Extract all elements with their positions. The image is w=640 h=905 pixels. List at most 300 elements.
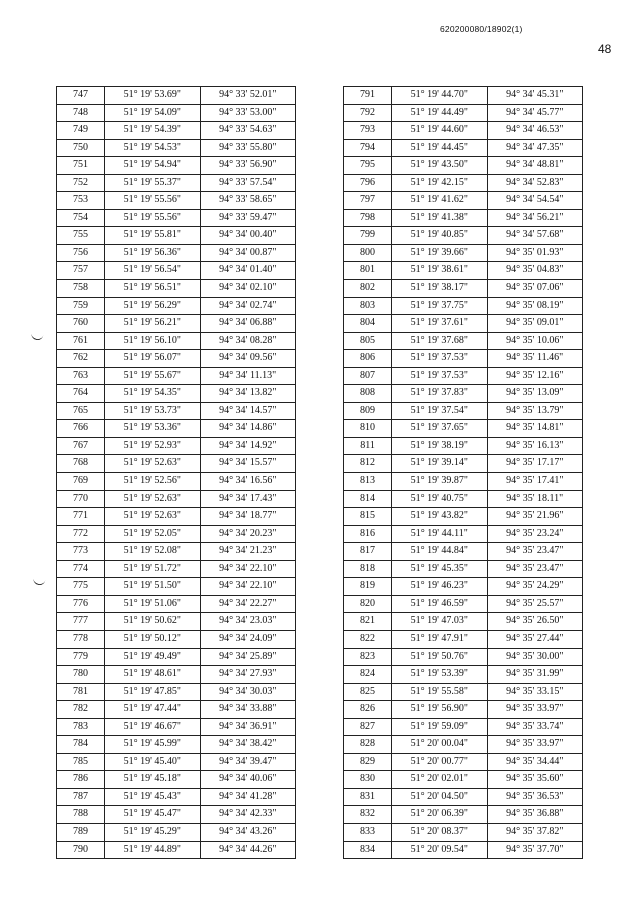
latitude-cell: 51° 19' 53.36" xyxy=(105,420,200,438)
table-row xyxy=(57,648,296,666)
point-number-cell: 790 xyxy=(57,841,105,859)
table-row xyxy=(344,315,583,333)
point-number-cell: 826 xyxy=(344,701,392,719)
table-row xyxy=(57,157,296,175)
longitude-cell: 94° 34' 14.86" xyxy=(200,420,295,438)
longitude-cell: 94° 34' 16.56" xyxy=(200,473,295,491)
table-row xyxy=(344,508,583,526)
longitude-cell: 94° 34' 01.40" xyxy=(200,262,295,280)
table-row xyxy=(344,771,583,789)
longitude-cell: 94° 34' 02.10" xyxy=(200,280,295,298)
latitude-cell: 51° 19' 56.10" xyxy=(105,332,200,350)
latitude-cell: 51° 19' 42.15" xyxy=(392,174,487,192)
longitude-cell: 94° 35' 14.81" xyxy=(487,420,582,438)
table-row xyxy=(344,666,583,684)
table-row xyxy=(344,788,583,806)
table-row xyxy=(57,543,296,561)
longitude-cell: 94° 34' 17.43" xyxy=(200,490,295,508)
table-row xyxy=(344,718,583,736)
latitude-cell: 51° 19' 46.67" xyxy=(105,718,200,736)
latitude-cell: 51° 19' 56.51" xyxy=(105,280,200,298)
latitude-cell: 51° 19' 47.91" xyxy=(392,630,487,648)
table-row xyxy=(57,244,296,262)
point-number-cell: 769 xyxy=(57,473,105,491)
table-row xyxy=(344,157,583,175)
point-number-cell: 783 xyxy=(57,718,105,736)
longitude-cell: 94° 33' 53.00" xyxy=(200,104,295,122)
longitude-cell: 94° 34' 25.89" xyxy=(200,648,295,666)
longitude-cell: 94° 35' 12.16" xyxy=(487,367,582,385)
point-number-cell: 756 xyxy=(57,244,105,262)
longitude-cell: 94° 34' 08.28" xyxy=(200,332,295,350)
longitude-cell: 94° 35' 21.96" xyxy=(487,508,582,526)
longitude-cell: 94° 35' 16.13" xyxy=(487,437,582,455)
point-number-cell: 777 xyxy=(57,613,105,631)
latitude-cell: 51° 19' 37.53" xyxy=(392,367,487,385)
table-row xyxy=(57,630,296,648)
point-number-cell: 813 xyxy=(344,473,392,491)
longitude-cell: 94° 35' 23.47" xyxy=(487,560,582,578)
point-number-cell: 804 xyxy=(344,315,392,333)
latitude-cell: 51° 19' 40.85" xyxy=(392,227,487,245)
point-number-cell: 771 xyxy=(57,508,105,526)
point-number-cell: 755 xyxy=(57,227,105,245)
latitude-cell: 51° 19' 53.73" xyxy=(105,402,200,420)
longitude-cell: 94° 34' 56.21" xyxy=(487,209,582,227)
point-number-cell: 768 xyxy=(57,455,105,473)
latitude-cell: 51° 19' 45.18" xyxy=(105,771,200,789)
latitude-cell: 51° 19' 46.59" xyxy=(392,595,487,613)
latitude-cell: 51° 19' 39.87" xyxy=(392,473,487,491)
point-number-cell: 802 xyxy=(344,280,392,298)
point-number-cell: 778 xyxy=(57,630,105,648)
point-number-cell: 785 xyxy=(57,753,105,771)
latitude-cell: 51° 19' 43.50" xyxy=(392,157,487,175)
point-number-cell: 799 xyxy=(344,227,392,245)
table-row xyxy=(344,420,583,438)
longitude-cell: 94° 35' 37.82" xyxy=(487,823,582,841)
longitude-cell: 94° 34' 11.13" xyxy=(200,367,295,385)
point-number-cell: 786 xyxy=(57,771,105,789)
latitude-cell: 51° 19' 52.93" xyxy=(105,437,200,455)
point-number-cell: 770 xyxy=(57,490,105,508)
table-row xyxy=(344,332,583,350)
latitude-cell: 51° 20' 08.37" xyxy=(392,823,487,841)
table-row xyxy=(344,736,583,754)
point-number-cell: 775 xyxy=(57,578,105,596)
point-number-cell: 825 xyxy=(344,683,392,701)
latitude-cell: 51° 20' 06.39" xyxy=(392,806,487,824)
table-row xyxy=(57,666,296,684)
margin-mark xyxy=(30,332,43,341)
point-number-cell: 772 xyxy=(57,525,105,543)
longitude-cell: 94° 35' 36.88" xyxy=(487,806,582,824)
table-row xyxy=(344,560,583,578)
table-row xyxy=(344,209,583,227)
latitude-cell: 51° 19' 41.62" xyxy=(392,192,487,210)
table-row xyxy=(344,122,583,140)
latitude-cell: 51° 19' 51.06" xyxy=(105,595,200,613)
longitude-cell: 94° 35' 33.15" xyxy=(487,683,582,701)
latitude-cell: 51° 19' 47.85" xyxy=(105,683,200,701)
point-number-cell: 817 xyxy=(344,543,392,561)
latitude-cell: 51° 20' 02.01" xyxy=(392,771,487,789)
point-number-cell: 811 xyxy=(344,437,392,455)
longitude-cell: 94° 34' 30.03" xyxy=(200,683,295,701)
table-row xyxy=(57,174,296,192)
latitude-cell: 51° 19' 38.61" xyxy=(392,262,487,280)
point-number-cell: 788 xyxy=(57,806,105,824)
longitude-cell: 94° 34' 39.47" xyxy=(200,753,295,771)
table-row xyxy=(57,402,296,420)
point-number-cell: 814 xyxy=(344,490,392,508)
longitude-cell: 94° 33' 59.47" xyxy=(200,209,295,227)
longitude-cell: 94° 34' 38.42" xyxy=(200,736,295,754)
point-number-cell: 763 xyxy=(57,367,105,385)
table-row xyxy=(57,701,296,719)
point-number-cell: 792 xyxy=(344,104,392,122)
table-row xyxy=(344,753,583,771)
latitude-cell: 51° 19' 56.07" xyxy=(105,350,200,368)
latitude-cell: 51° 19' 55.56" xyxy=(105,209,200,227)
latitude-cell: 51° 19' 56.29" xyxy=(105,297,200,315)
point-number-cell: 747 xyxy=(57,87,105,105)
latitude-cell: 51° 19' 48.61" xyxy=(105,666,200,684)
table-row xyxy=(344,525,583,543)
table-row xyxy=(57,788,296,806)
longitude-cell: 94° 35' 33.97" xyxy=(487,736,582,754)
point-number-cell: 754 xyxy=(57,209,105,227)
latitude-cell: 51° 19' 52.63" xyxy=(105,455,200,473)
margin-mark xyxy=(32,577,45,586)
longitude-cell: 94° 34' 27.93" xyxy=(200,666,295,684)
table-row xyxy=(57,455,296,473)
latitude-cell: 51° 19' 51.72" xyxy=(105,560,200,578)
document-id: 620200080/18902(1) xyxy=(440,24,523,34)
longitude-cell: 94° 34' 36.91" xyxy=(200,718,295,736)
latitude-cell: 51° 19' 52.05" xyxy=(105,525,200,543)
point-number-cell: 789 xyxy=(57,823,105,841)
point-number-cell: 759 xyxy=(57,297,105,315)
point-number-cell: 832 xyxy=(344,806,392,824)
longitude-cell: 94° 33' 56.90" xyxy=(200,157,295,175)
point-number-cell: 765 xyxy=(57,402,105,420)
longitude-cell: 94° 34' 45.31" xyxy=(487,87,582,105)
point-number-cell: 818 xyxy=(344,560,392,578)
table-row xyxy=(344,367,583,385)
table-row xyxy=(57,806,296,824)
table-row xyxy=(344,648,583,666)
latitude-cell: 51° 19' 37.61" xyxy=(392,315,487,333)
longitude-cell: 94° 35' 33.74" xyxy=(487,718,582,736)
point-number-cell: 821 xyxy=(344,613,392,631)
point-number-cell: 805 xyxy=(344,332,392,350)
latitude-cell: 51° 19' 44.11" xyxy=(392,525,487,543)
longitude-cell: 94° 34' 54.54" xyxy=(487,192,582,210)
longitude-cell: 94° 34' 22.10" xyxy=(200,560,295,578)
longitude-cell: 94° 35' 30.00" xyxy=(487,648,582,666)
table-row xyxy=(344,244,583,262)
table-row xyxy=(344,841,583,859)
longitude-cell: 94° 35' 07.06" xyxy=(487,280,582,298)
table-row xyxy=(57,262,296,280)
point-number-cell: 781 xyxy=(57,683,105,701)
longitude-cell: 94° 34' 00.40" xyxy=(200,227,295,245)
point-number-cell: 796 xyxy=(344,174,392,192)
latitude-cell: 51° 19' 45.99" xyxy=(105,736,200,754)
point-number-cell: 834 xyxy=(344,841,392,859)
longitude-cell: 94° 34' 46.53" xyxy=(487,122,582,140)
longitude-cell: 94° 34' 20.23" xyxy=(200,525,295,543)
latitude-cell: 51° 19' 45.43" xyxy=(105,788,200,806)
table-row xyxy=(344,806,583,824)
point-number-cell: 797 xyxy=(344,192,392,210)
table-row xyxy=(57,139,296,157)
table-row xyxy=(57,508,296,526)
longitude-cell: 94° 35' 13.09" xyxy=(487,385,582,403)
table-row xyxy=(344,473,583,491)
latitude-cell: 51° 19' 52.56" xyxy=(105,473,200,491)
point-number-cell: 773 xyxy=(57,543,105,561)
point-number-cell: 824 xyxy=(344,666,392,684)
latitude-cell: 51° 19' 55.67" xyxy=(105,367,200,385)
longitude-cell: 94° 35' 27.44" xyxy=(487,630,582,648)
table-row xyxy=(57,297,296,315)
point-number-cell: 780 xyxy=(57,666,105,684)
table-row xyxy=(57,122,296,140)
table-row xyxy=(344,823,583,841)
table-row xyxy=(344,543,583,561)
latitude-cell: 51° 19' 55.37" xyxy=(105,174,200,192)
point-number-cell: 795 xyxy=(344,157,392,175)
table-row xyxy=(57,718,296,736)
table-row xyxy=(57,87,296,105)
longitude-cell: 94° 35' 23.47" xyxy=(487,543,582,561)
table-row xyxy=(57,613,296,631)
table-row xyxy=(57,771,296,789)
latitude-cell: 51° 19' 41.38" xyxy=(392,209,487,227)
latitude-cell: 51° 19' 55.81" xyxy=(105,227,200,245)
point-number-cell: 767 xyxy=(57,437,105,455)
point-number-cell: 749 xyxy=(57,122,105,140)
longitude-cell: 94° 34' 45.77" xyxy=(487,104,582,122)
point-number-cell: 782 xyxy=(57,701,105,719)
latitude-cell: 51° 19' 54.09" xyxy=(105,104,200,122)
latitude-cell: 51° 20' 09.54" xyxy=(392,841,487,859)
longitude-cell: 94° 34' 33.88" xyxy=(200,701,295,719)
latitude-cell: 51° 19' 47.44" xyxy=(105,701,200,719)
latitude-cell: 51° 19' 37.54" xyxy=(392,402,487,420)
latitude-cell: 51° 19' 43.82" xyxy=(392,508,487,526)
point-number-cell: 751 xyxy=(57,157,105,175)
longitude-cell: 94° 35' 18.11" xyxy=(487,490,582,508)
point-number-cell: 810 xyxy=(344,420,392,438)
latitude-cell: 51° 19' 59.09" xyxy=(392,718,487,736)
point-number-cell: 827 xyxy=(344,718,392,736)
latitude-cell: 51° 19' 54.53" xyxy=(105,139,200,157)
longitude-cell: 94° 35' 13.79" xyxy=(487,402,582,420)
longitude-cell: 94° 35' 10.06" xyxy=(487,332,582,350)
table-row xyxy=(57,437,296,455)
table-row xyxy=(344,104,583,122)
latitude-cell: 51° 19' 40.75" xyxy=(392,490,487,508)
point-number-cell: 831 xyxy=(344,788,392,806)
longitude-cell: 94° 35' 35.60" xyxy=(487,771,582,789)
latitude-cell: 51° 19' 38.19" xyxy=(392,437,487,455)
point-number-cell: 791 xyxy=(344,87,392,105)
longitude-cell: 94° 35' 11.46" xyxy=(487,350,582,368)
latitude-cell: 51° 19' 44.70" xyxy=(392,87,487,105)
table-row xyxy=(344,262,583,280)
latitude-cell: 51° 19' 55.58" xyxy=(392,683,487,701)
longitude-cell: 94° 35' 04.83" xyxy=(487,262,582,280)
table-row xyxy=(344,385,583,403)
table-row xyxy=(57,841,296,859)
point-number-cell: 758 xyxy=(57,280,105,298)
longitude-cell: 94° 34' 24.09" xyxy=(200,630,295,648)
point-number-cell: 798 xyxy=(344,209,392,227)
latitude-cell: 51° 19' 50.76" xyxy=(392,648,487,666)
latitude-cell: 51° 19' 54.94" xyxy=(105,157,200,175)
coordinates-table-right xyxy=(343,86,583,859)
table-row xyxy=(344,174,583,192)
point-number-cell: 779 xyxy=(57,648,105,666)
latitude-cell: 51° 19' 44.84" xyxy=(392,543,487,561)
longitude-cell: 94° 33' 57.54" xyxy=(200,174,295,192)
table-row xyxy=(344,437,583,455)
latitude-cell: 51° 19' 38.17" xyxy=(392,280,487,298)
longitude-cell: 94° 34' 13.82" xyxy=(200,385,295,403)
longitude-cell: 94° 35' 09.01" xyxy=(487,315,582,333)
longitude-cell: 94° 34' 22.10" xyxy=(200,578,295,596)
point-number-cell: 757 xyxy=(57,262,105,280)
table-row xyxy=(344,630,583,648)
table-row xyxy=(57,736,296,754)
latitude-cell: 51° 19' 45.40" xyxy=(105,753,200,771)
table-row xyxy=(57,385,296,403)
table-row xyxy=(57,823,296,841)
latitude-cell: 51° 19' 54.39" xyxy=(105,122,200,140)
table-row xyxy=(57,595,296,613)
longitude-cell: 94° 34' 09.56" xyxy=(200,350,295,368)
point-number-cell: 803 xyxy=(344,297,392,315)
longitude-cell: 94° 33' 55.80" xyxy=(200,139,295,157)
longitude-cell: 94° 35' 08.19" xyxy=(487,297,582,315)
latitude-cell: 51° 20' 00.04" xyxy=(392,736,487,754)
point-number-cell: 801 xyxy=(344,262,392,280)
point-number-cell: 820 xyxy=(344,595,392,613)
table-row xyxy=(344,350,583,368)
latitude-cell: 51° 19' 54.35" xyxy=(105,385,200,403)
table-row xyxy=(344,87,583,105)
longitude-cell: 94° 35' 24.29" xyxy=(487,578,582,596)
longitude-cell: 94° 34' 41.28" xyxy=(200,788,295,806)
table-row xyxy=(57,578,296,596)
longitude-cell: 94° 33' 58.65" xyxy=(200,192,295,210)
point-number-cell: 830 xyxy=(344,771,392,789)
coordinates-table-left xyxy=(56,86,296,859)
longitude-cell: 94° 34' 18.77" xyxy=(200,508,295,526)
point-number-cell: 762 xyxy=(57,350,105,368)
latitude-cell: 51° 19' 46.23" xyxy=(392,578,487,596)
longitude-cell: 94° 35' 26.50" xyxy=(487,613,582,631)
latitude-cell: 51° 19' 37.53" xyxy=(392,350,487,368)
longitude-cell: 94° 35' 33.97" xyxy=(487,701,582,719)
point-number-cell: 793 xyxy=(344,122,392,140)
longitude-cell: 94° 33' 54.63" xyxy=(200,122,295,140)
latitude-cell: 51° 19' 55.56" xyxy=(105,192,200,210)
point-number-cell: 750 xyxy=(57,139,105,157)
longitude-cell: 94° 34' 48.81" xyxy=(487,157,582,175)
longitude-cell: 94° 34' 47.35" xyxy=(487,139,582,157)
longitude-cell: 94° 34' 21.23" xyxy=(200,543,295,561)
latitude-cell: 51° 19' 45.47" xyxy=(105,806,200,824)
point-number-cell: 753 xyxy=(57,192,105,210)
point-number-cell: 784 xyxy=(57,736,105,754)
longitude-cell: 94° 34' 00.87" xyxy=(200,244,295,262)
point-number-cell: 766 xyxy=(57,420,105,438)
table-row xyxy=(57,104,296,122)
table-row xyxy=(344,297,583,315)
latitude-cell: 51° 19' 56.90" xyxy=(392,701,487,719)
latitude-cell: 51° 19' 37.83" xyxy=(392,385,487,403)
point-number-cell: 828 xyxy=(344,736,392,754)
longitude-cell: 94° 35' 36.53" xyxy=(487,788,582,806)
table-row xyxy=(57,367,296,385)
point-number-cell: 816 xyxy=(344,525,392,543)
table-row xyxy=(344,455,583,473)
latitude-cell: 51° 20' 00.77" xyxy=(392,753,487,771)
longitude-cell: 94° 35' 25.57" xyxy=(487,595,582,613)
longitude-cell: 94° 35' 01.93" xyxy=(487,244,582,262)
point-number-cell: 764 xyxy=(57,385,105,403)
table-row xyxy=(57,560,296,578)
latitude-cell: 51° 19' 52.08" xyxy=(105,543,200,561)
longitude-cell: 94° 34' 40.06" xyxy=(200,771,295,789)
point-number-cell: 822 xyxy=(344,630,392,648)
table-row xyxy=(57,192,296,210)
latitude-cell: 51° 19' 44.45" xyxy=(392,139,487,157)
table-row xyxy=(344,613,583,631)
longitude-cell: 94° 34' 02.74" xyxy=(200,297,295,315)
table-row xyxy=(344,402,583,420)
table-row xyxy=(344,227,583,245)
point-number-cell: 807 xyxy=(344,367,392,385)
table-row xyxy=(57,227,296,245)
longitude-cell: 94° 34' 44.26" xyxy=(200,841,295,859)
table-row xyxy=(57,280,296,298)
longitude-cell: 94° 34' 14.92" xyxy=(200,437,295,455)
latitude-cell: 51° 19' 53.69" xyxy=(105,87,200,105)
table-row xyxy=(344,701,583,719)
latitude-cell: 51° 19' 39.66" xyxy=(392,244,487,262)
longitude-cell: 94° 35' 23.24" xyxy=(487,525,582,543)
longitude-cell: 94° 34' 14.57" xyxy=(200,402,295,420)
table-row xyxy=(57,350,296,368)
table-row xyxy=(344,490,583,508)
table-row xyxy=(57,525,296,543)
latitude-cell: 51° 20' 04.50" xyxy=(392,788,487,806)
latitude-cell: 51° 19' 56.21" xyxy=(105,315,200,333)
latitude-cell: 51° 19' 52.63" xyxy=(105,508,200,526)
longitude-cell: 94° 34' 57.68" xyxy=(487,227,582,245)
longitude-cell: 94° 35' 17.17" xyxy=(487,455,582,473)
longitude-cell: 94° 34' 42.33" xyxy=(200,806,295,824)
longitude-cell: 94° 33' 52.01" xyxy=(200,87,295,105)
point-number-cell: 823 xyxy=(344,648,392,666)
latitude-cell: 51° 19' 50.62" xyxy=(105,613,200,631)
longitude-cell: 94° 34' 15.57" xyxy=(200,455,295,473)
